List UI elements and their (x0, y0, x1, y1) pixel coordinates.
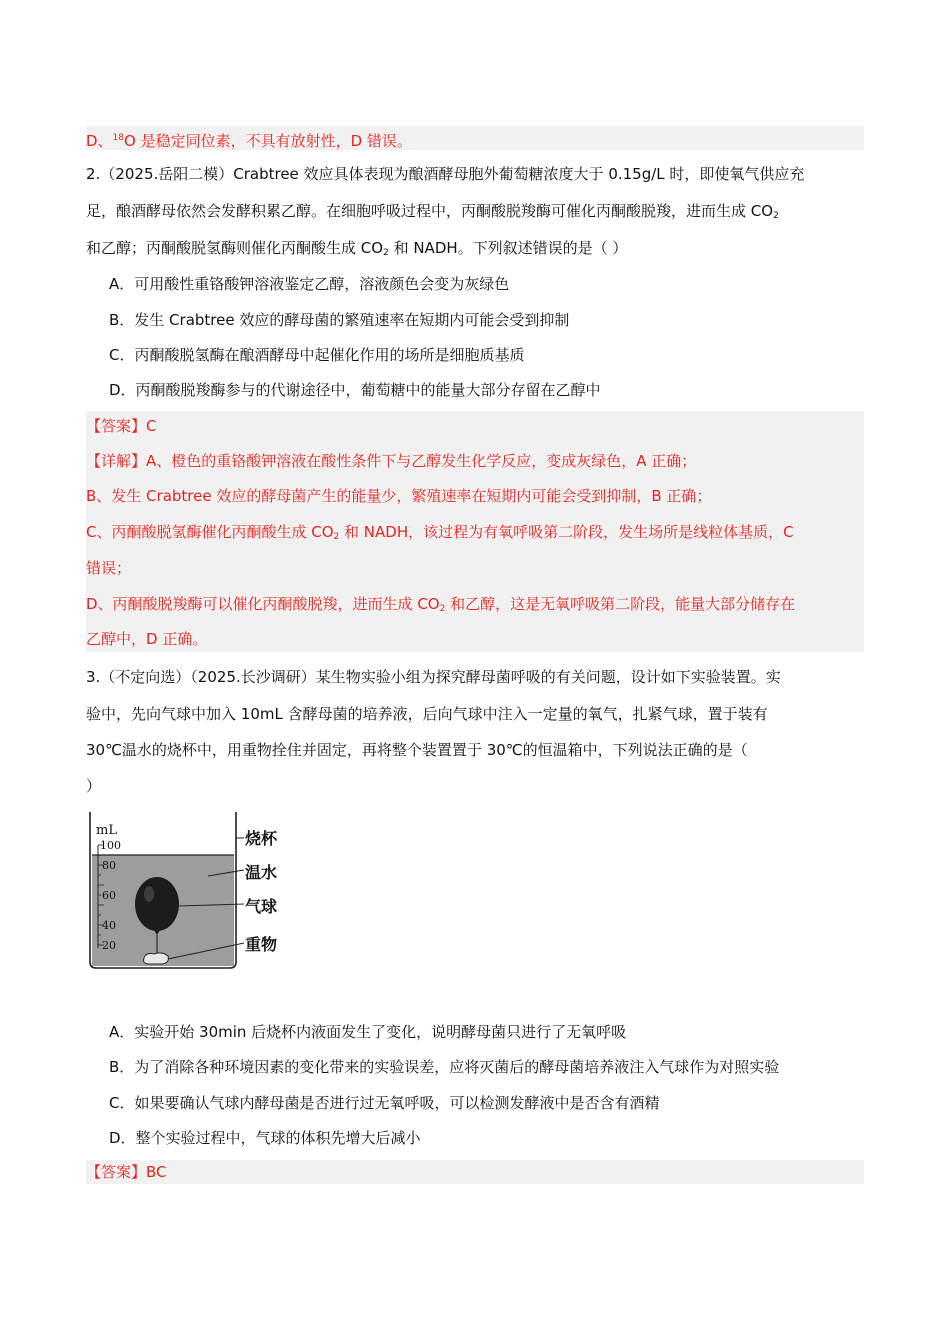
subscript: 2 (383, 248, 389, 258)
detail-c-tail: 和 NADH，该过程为有氧呼吸第二阶段，发生场所是线粒体基质，C (339, 523, 794, 541)
q2-detail-b: B、发生 Crabtree 效应的酵母菌产生的能量少，繁殖速率在短期内可能会受到抑制，B 正确； (86, 487, 712, 505)
isotope-superscript: 18 (112, 133, 125, 143)
q2-stem-2-text: 足，酿酒酵母依然会发酵积累乙醇。在细胞呼吸过程中，丙酮酸脱羧酶可催化丙酮酸脱羧，进而生成 CO (86, 202, 774, 220)
detail-d-text: D、丙酮酸脱羧酶可以催化丙酮酸脱羧，进而生成 CO (86, 595, 440, 613)
q3-answer: 【答案】BC (86, 1160, 864, 1184)
q2-detail-c-line-2: 错误； (86, 559, 132, 577)
q3-option-d: D．整个实验过程中，气球的体积先增大后减小 (109, 1129, 421, 1147)
q2-option-c: C．丙酮酸脱氢酶在酿酒酵母中起催化作用的场所是细胞质基质 (109, 346, 525, 364)
q1-option-d-explanation (86, 126, 864, 150)
q2-stem-line-1: 2.（2025.岳阳二模）Crabtree 效应具体表现为酿酒酵母胞外葡萄糖浓度大于 0.15g/L 时，即使氧气供应充 (86, 165, 805, 183)
label-beaker: 烧杯 (245, 829, 278, 848)
label-warm-water: 温水 (245, 863, 278, 882)
q2-detail-a (86, 449, 864, 473)
q2-option-b: B．发生 Crabtree 效应的酵母菌的繁殖速率在短期内可能会受到抑制 (109, 311, 570, 329)
tick-80: 80 (102, 859, 116, 872)
detail-c-text: C、丙酮酸脱氢酶催化丙酮酸生成 CO (86, 523, 334, 541)
tick-40: 40 (102, 919, 116, 932)
subscript: 2 (773, 211, 779, 221)
q2-stem-line-3 (86, 236, 864, 260)
q3-stem-line-4: ） (86, 777, 102, 795)
q2-stem-line-2 (86, 199, 864, 223)
q3-stem-line-2: 验中，先向气球中加入 10mL 含酵母菌的培养液，后向气球中注入一定量的氧气，扎紧气球，置于装有 (86, 705, 768, 723)
label-weight: 重物 (245, 935, 278, 954)
q1-d-text: O 是稳定同位素，不具有放射性，D 错误。 (124, 132, 412, 150)
tick-60: 60 (102, 889, 116, 902)
q2-answer: 【答案】C (86, 417, 157, 435)
q2-stem-3-tail: 和 NADH。下列叙述错误的是（ ） (388, 239, 628, 257)
q3-option-c: C．如果要确认气球内酵母菌是否进行过无氧呼吸，可以检测发酵液中是否含有酒精 (109, 1094, 660, 1112)
tick-100: 100 (100, 839, 121, 852)
label-balloon: 气球 (245, 897, 278, 916)
q2-detail-d-line-1 (86, 592, 864, 616)
q3-stem-line-3: 30℃温水的烧杯中，用重物拴住并固定，再将整个装置置于 30℃的恒温箱中，下列说法正确的是（ (86, 741, 748, 759)
q2-detail-d-line-2: 乙醇中，D 正确。 (86, 630, 208, 648)
unit-label: mL (96, 823, 117, 838)
detail-a-text: A、橙色的重铬酸钾溶液在酸性条件下与乙醇发生化学反应，变成灰绿色，A 正确； (146, 452, 697, 470)
q2-stem-3-text: 和乙醇；丙酮酸脱氢酶则催化丙酮酸生成 CO (86, 239, 384, 257)
q2-option-d: D．丙酮酸脱羧酶参与的代谢途径中，葡萄糖中的能量大部分存留在乙醇中 (109, 381, 601, 399)
weight (144, 953, 169, 964)
q2-detail-c-line-1 (86, 520, 864, 544)
tick-20: 20 (102, 939, 116, 952)
detail-d-tail: 和乙醇，这是无氧呼吸第二阶段，能量大部分储存在 (445, 595, 796, 613)
q2-option-a: A．可用酸性重铬酸钾溶液鉴定乙醇，溶液颜色会变为灰绿色 (109, 275, 510, 293)
subscript: 2 (439, 604, 446, 614)
balloon-highlight (144, 886, 154, 902)
q1-d-prefix: D、 (86, 132, 113, 150)
q3-stem-line-1: 3.（不定向选）（2025.长沙调研）某生物实验小组为探究酵母菌呼吸的有关问题，设计如下实验装置。实 (86, 668, 781, 686)
detail-label: 【详解】 (86, 452, 147, 470)
beaker-balloon-figure (86, 808, 296, 978)
balloon (135, 877, 179, 931)
subscript: 2 (333, 532, 340, 542)
q3-option-b: B．为了消除各种环境因素的变化带来的实验误差，应将灭菌后的酵母菌培养液注入气球作为对照实验 (109, 1058, 780, 1076)
q3-option-a: A．实验开始 30min 后烧杯内液面发生了变化，说明酵母菌只进行了无氧呼吸 (109, 1023, 627, 1041)
